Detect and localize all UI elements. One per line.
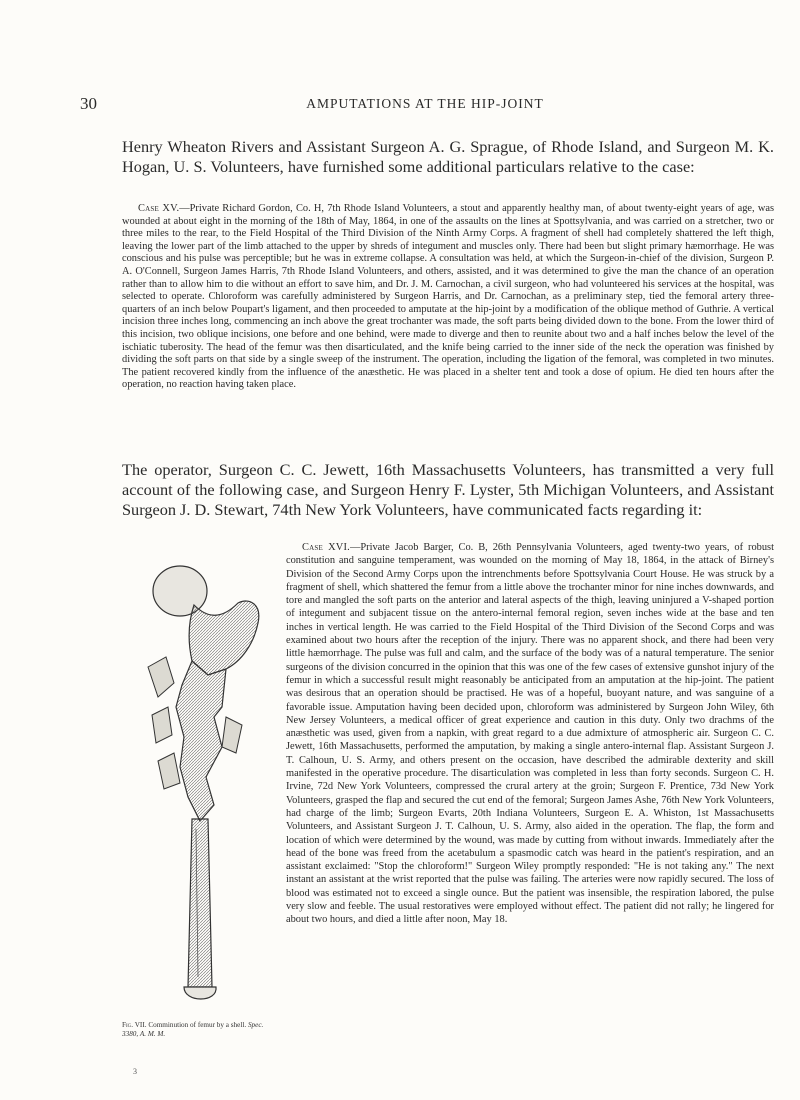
femur-end [184,987,216,999]
page-number: 30 [80,94,97,113]
figure-specimen: Spec. 3380, A. M. M. [122,1021,264,1038]
femur-shaft [188,819,212,987]
running-title: AMPUTATIONS AT THE HIP-JOINT [306,96,544,111]
figure-label: Fig. VII. [122,1021,147,1029]
femur-head [153,566,207,616]
figure-vii [122,557,272,1045]
shattered-shaft [176,661,226,821]
femur-illustration [122,557,272,1019]
bone-fragment [222,717,242,753]
running-head [80,94,770,114]
bone-fragment [152,707,172,743]
intro-paragraph: Henry Wheaton Rivers and Assistant Surgeon A. G. Sprague, of Rhode Island, and Surgeon M. K. Hogan, U. S. Volunteers, have furnished some additional particulars relative to the case: [122,137,774,176]
second-intro-paragraph: The operator, Surgeon C. C. Jewett, 16th Massachusetts Volunteers, has transmitted a very full account of the following case, and Surgeon Henry F. Lyster, 5th Michigan Volunteers, and Assistant Surgeon J. D. Stewart, 74th New York Volunteers, have communicated facts regarding it: [122,460,774,519]
footer-signature-mark: 3 [133,1067,137,1076]
figure-caption [122,1021,272,1039]
case-xvi-text: —Private Jacob Barger, Co. B, 26th Pennsylvania Volunteers, aged twenty-two years, of robust constitution and sanguine temperament, was wounded on the morning of May 18, 1864, in the attack of Birney's Division of the Second Army Corps upon the intrenchments before Spottsylvania Court House. He was struck by a fragment of shell, which shattered the femur from a little above the trochanter minor for nine inches downwards, and tore and mangled the soft parts on the anterior and lateral aspects of the thigh, leaving uninjured a V-shaped portion of integument and subjacent tissue on the antero-internal femoral region, seven inches wide at the base and ten inches in vertical length. He was carried to the Field Hospital of the Third Division of the Second Corps and was examined about two hours after the reception of the injury. There was no apparent shock, and there had been very little hæmorrhage. The pulse was full and calm, and the surface of the body was of a natural temperature. The senior surgeons of the division concurred in the opinion that this was one of the few cases of extensive gunshot injury of the femur in which a successful result might reasonably be anticipated from an amputation at the hip-joint. The patient was desirous that an operation should be practised. He was of a hopeful, buoyant nature, and was sanguine of a favorable issue. Amputation having been decided upon, chloroform was administered by Surgeon John Wiley, 6th New Jersey Volunteers, a medical officer of great experience and caution in this duty. Only two drachms of the anæsthetic was used, given from a napkin, with great regard to a due admixture of atmospheric air. Surgeon C. C. Jewett, 16th Massachusetts, performed the amputation, by making a single antero-internal flap. Assistant Surgeon J. T. Calhoun, U. S. Army, and others present on the occasion, have described the admirable dexterity and skill manifested in the operative procedure. The disarticulation was completed in less than forty seconds. Surgeon C. H. Irvine, 72d New York Volunteers, compressed the crural artery at the groin; Surgeon F. Prentice, 73d New York Volunteers, grasped the flap and secured the cut end of the femoral; Surgeon James Ashe, 76th New York Volunteers, had charge of the limb; Surgeon Evarts, 20th Indiana Volunteers, Surgeon E. A. Whiston, 1st Massachusetts Volunteers, and Assistant Surgeon J. T. Calhoun, U. S. Army, also aided in the operation. The flap, the form and location of which were determined by the wound, was made by cutting from without inwards. Immediately after the head of the bone was freed from the acetabulum a spasmodic catch was heard in the patient's respiration, and an assistant exclaimed: "Stop the chloroform!" Surgeon Wiley promptly responded: "He is not taking any." The next instant an assistant at the wrist reported that the pulse was failing. The arteries were now rapidly secured. The loss of blood was estimated not to exceed a single ounce. But the patient was insensible, the respiration labored, the pulse very slow and feeble. The usual restoratives were employed without effect. The patient did not rally; he lingered for about two hours, and died a little after noon, May 18. [286,542,774,926]
bone-fragment [148,657,174,697]
case-xv-paragraph [122,203,774,392]
bone-fragment [158,753,180,789]
figure-caption-text: Comminution of femur by a shell. [148,1021,247,1029]
case-xv-text: —Private Richard Gordon, Co. H, 7th Rhode Island Volunteers, a stout and apparently healthy man, of about twenty-eight years of age, was wounded at about eight in the morning of the 18th of May, 1864, in one of the assaults on the lines at Spottsylvania, and was carried on a stretcher, two or three miles to the rear, to the Field Hospital of the Third Division of the Ninth Army Corps. A fragment of shell had completely shattered the left thigh, leaving the lower part of the limb attached to the upper by shreds of integument and muscles only. There had been but slight primary hæmorrhage. He was conscious and his pulse was perceptible; but he was in extreme collapse. A consultation was held, at which the Surgeon-in-chief of the division, Surgeon P. A. O'Connell, Surgeon James Harris, 7th Rhode Island Volunteers, and others, assisted, and it was determined to give the man the chance of an operation rather than to allow him to die without an effort to save him, and Dr. J. M. Carnochan, a civil surgeon, who had volunteered his services at the hospital, was selected to operate. Chloroform was carefully administered by Surgeon Harris, and Dr. Carnochan, as a preliminary step, tied the femoral artery three-quarters of an inch below Poupart's ligament, and then proceeded to amputate at the hip-joint by a modification of the oblique method of Guthrie. A vertical incision three inches long, commencing an inch above the great trochanter was made, the soft parts being divided down to the bone. From the lower third of this incision, two oblique incisions, one before and one behind, were made to diverge and then to reunite about two and a half inches below the level of the ischiatic tuberosity. The head of the femur was then disarticulated, and the knife being carried to the inner side of the neck the operation was finished by dividing the soft parts on that side by a single sweep of the instrument. The operation, including the ligation of the femoral, was completed in two minutes. The patient recovered kindly from the influence of the anæsthetic. He was placed in a shelter tent and took a dose of opium. He died ten hours after the operation, no reaction having taken place. [122,203,774,391]
case-xv-label: Case XV. [138,203,180,214]
femur-neck [189,601,259,675]
case-xvi-label: Case XVI. [302,542,350,553]
case-xvi-section [122,541,774,1061]
